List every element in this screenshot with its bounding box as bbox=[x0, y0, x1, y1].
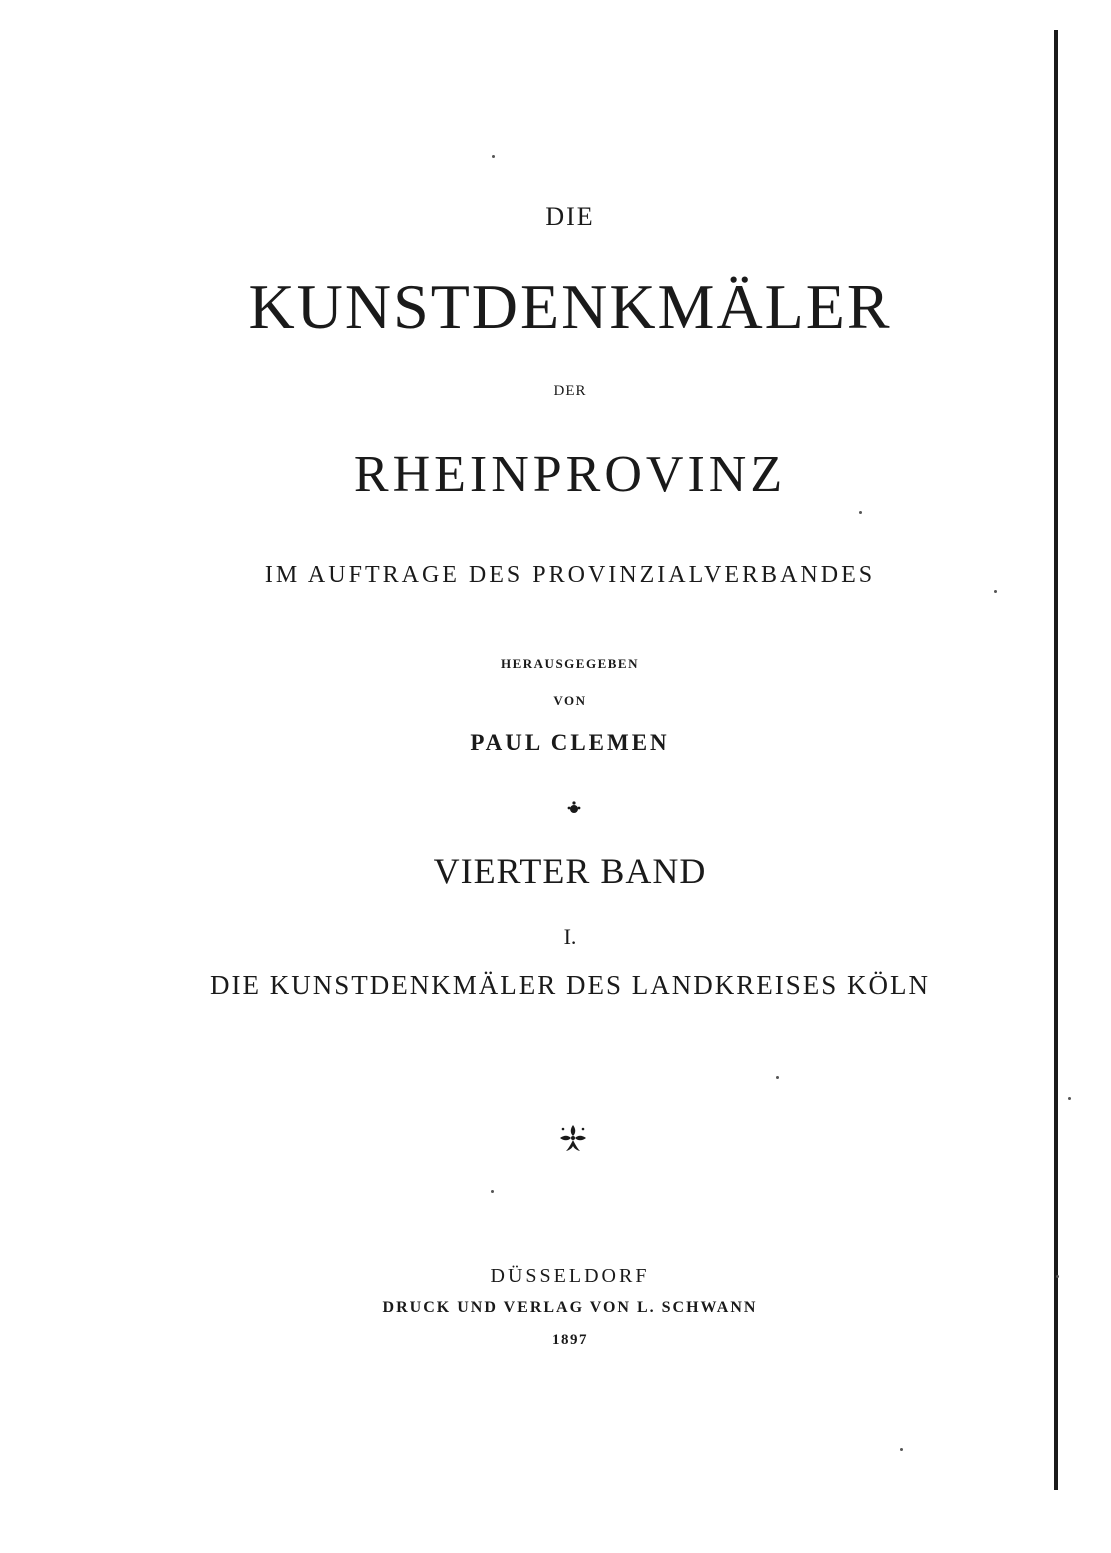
main-title: KUNSTDENKMÄLER bbox=[248, 271, 892, 342]
title-article: DIE bbox=[545, 202, 595, 231]
commission-line: IM AUFTRAGE DES PROVINZIALVERBANDES bbox=[264, 562, 876, 588]
edited-label: HERAUSGEGEBEN bbox=[501, 656, 639, 671]
scan-speck bbox=[900, 1448, 903, 1451]
scan-speck bbox=[492, 155, 495, 158]
scan-speck bbox=[491, 1190, 494, 1193]
scan-speck bbox=[1068, 1097, 1071, 1100]
editor-name: PAUL CLEMEN bbox=[470, 730, 670, 755]
imprint-place: DÜSSELDORF bbox=[490, 1265, 650, 1287]
imprint-year: 1897 bbox=[552, 1332, 588, 1348]
scan-speck bbox=[776, 1076, 779, 1079]
region-title: RHEINPROVINZ bbox=[353, 446, 787, 503]
volume-label: VIERTER BAND bbox=[433, 851, 707, 891]
fleuron-ornament-icon bbox=[556, 1121, 590, 1155]
scan-speck bbox=[994, 590, 997, 593]
by-label: VON bbox=[553, 693, 587, 708]
title-article-der: DER bbox=[553, 383, 587, 399]
scan-speck bbox=[1056, 1275, 1059, 1278]
part-numeral: I. bbox=[563, 924, 577, 949]
scan-speck bbox=[859, 511, 862, 514]
part-title: DIE KUNSTDENKMÄLER DES LANDKREISES KÖLN bbox=[210, 970, 930, 1000]
page-binding-edge bbox=[1054, 30, 1058, 1490]
imprint-publisher: DRUCK UND VERLAG VON L. SCHWANN bbox=[382, 1299, 758, 1316]
small-flower-ornament-icon bbox=[566, 800, 582, 816]
